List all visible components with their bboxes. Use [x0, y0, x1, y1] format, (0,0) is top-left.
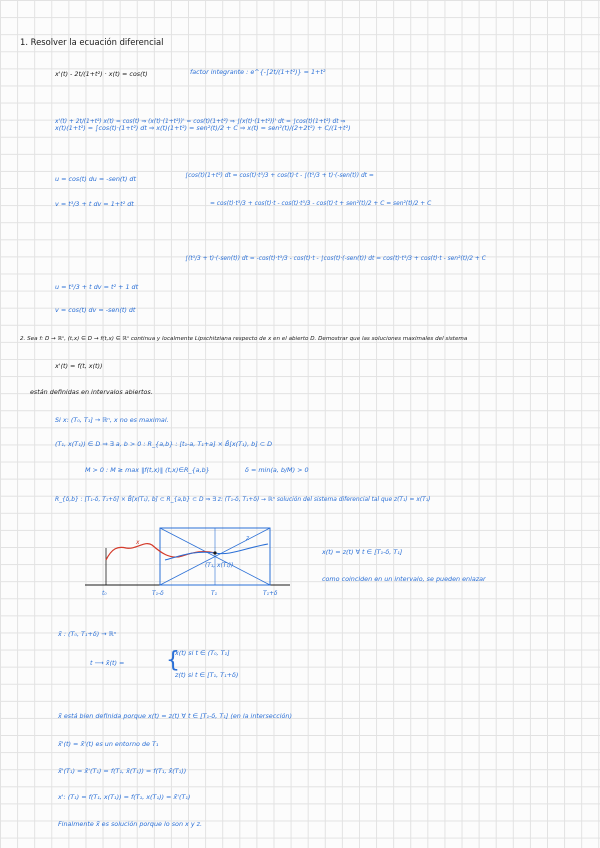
- conclusion-2-case-b: z(t) si t ∈ [T₁, T₁+δ): [175, 671, 239, 679]
- conclusion-1: x̃ : (T₀, T₁+δ) → ℝⁿ: [58, 630, 117, 638]
- sub1-v: v = t³/3 + t dv = 1+t² dt: [55, 200, 134, 208]
- problem1-ode: x'(t) - 2t/(1+t²) · x(t) = cos(t): [55, 70, 148, 78]
- problem2-heading: 2. Sea f: D → ℝⁿ, (t,x) ∈ D → f(t,x) ∈ ℝⁿ continua y localmente Lipschitziana respecto de x en el abierto D. Demostrar que las soluciones maximales del sistema: [20, 336, 468, 342]
- label-t1: T₁: [211, 591, 217, 597]
- figure-note-1: x(t) = z(t) ∀ t ∈ [T₁-δ, T₁]: [322, 548, 403, 556]
- label-point: (T₁, x(T₁)): [205, 563, 234, 569]
- conclusion-3: x̃ está bien definida porque x(t) = z(t) ∀ t ∈ [T₁-δ, T₁] (en la intersección): [58, 712, 292, 720]
- proof-line-1: Si x: (T₀, T₁] → ℝⁿ, x no es maximal.: [55, 416, 169, 424]
- conclusion-6: x': (T₁) = f(T₁, x(T₁)) = f(T₁, x(T₁)) = x̃'(T₁): [58, 793, 191, 801]
- proof-line-4: δ = min(a, b/M) > 0: [245, 466, 309, 474]
- integral1: ∫cos(t)(1+t²) dt = cos(t)·t³/3 + cos(t)·t - ∫(t³/3 + t)·(-sen(t)) dt =: [185, 173, 374, 179]
- conclusion-4: x̃'(t) = x̃'(t) es un entorno de T₁: [58, 740, 159, 748]
- conclusion-7: Finalmente x̃ es solución porque lo son x y z.: [58, 820, 203, 828]
- sub1-u: u = cos(t) du = -sen(t) dt: [55, 175, 136, 183]
- label-t1-plus-delta: T₁+δ: [263, 591, 278, 597]
- integral1b: = cos(t)·t³/3 + cos(t)·t - cos(t)·t³/3 - cos(t)·t + sen²(t)/2 + C = sen²(t)/2 + C: [210, 201, 432, 207]
- proof-line-3: M > 0 : M ≥ max ‖f(t,x)‖ (t,x)∈R_{a,b}: [85, 466, 210, 474]
- problem2-system: x'(t) = f(t, x(t)): [55, 362, 103, 370]
- problem1-heading: 1. Resolver la ecuación diferencial: [20, 37, 164, 47]
- integrating-factor: factor integrante : e^{-∫2t/(1+t²)} = 1+t²: [190, 68, 326, 76]
- brace: {: [166, 648, 180, 673]
- label-t0: t₀: [102, 591, 107, 597]
- point-t1: [213, 551, 216, 554]
- conclusion-2-t: t ⟶ x̃(t) =: [90, 659, 125, 667]
- sub2-u: u = t³/3 + t dv = t² + 1 dt: [55, 283, 139, 291]
- problem2-continuation: están definidas en intervalos abiertos.: [30, 388, 153, 396]
- sub2-v: v = cos(t) dv = -sen(t) dt: [55, 306, 136, 314]
- label-z: z: [246, 536, 250, 542]
- conclusion-2-case-a: x(t) si t ∈ (T₀, T₁]: [175, 649, 230, 657]
- proof-line-2: (T₁, x(T₁)) ∈ D ⇒ ∃ a, b > 0 : R_{a,b} : [t₁-a, T₁+a] × B̄[x(T₁), b] ⊂ D: [55, 440, 273, 448]
- figure-note-2: como coinciden en un intervalo, se pueden enlazar: [322, 575, 486, 583]
- problem1-step2: x'(t) + 2t/(1+t²) x(t) = cos(t) ⇒ (x(t)·(1+t²))' = cos(t)(1+t²) ⇒ ∫(x(t)·(1+t²))' dt = ∫cos(t)(1+t²) dt ⇒: [55, 119, 346, 125]
- label-x: x: [136, 540, 140, 546]
- proof-line-5: R_{δ,b} : [T₁-δ, T₁+δ] × B̄[x(T₁), b] ⊂ R_{a,b} ⊂ D ⇒ ∃ z: (T₁-δ, T₁+δ) → ℝⁿ solución del sistema diferencial tal que z(T₁) = x(T₁): [55, 497, 431, 503]
- conclusion-5: x̃'(T₁) = x̃'(T₁) = f(T₁, x̃(T₁)) = f(T₁, x̃(T₁)): [58, 767, 187, 775]
- label-t1-minus-delta: T₁-δ: [152, 591, 164, 597]
- problem1-step3-line: x(t)(1+t²) = ∫cos(t)·(1+t²) dt ⇒ x(t)(1+t²) = sen²(t)/2 + C ⇒ x(t) = sen²(t)/(2+2t²) + C/(1+t²): [55, 124, 351, 132]
- integral2: ∫(t³/3 + t)·(-sen(t)) dt = -cos(t)·t³/3 - cos(t)·t - ∫cos(t)·(-sen(t)) dt = cos(t)·t³/3 + cos(t)·t - sen²(t)/2 + C: [185, 256, 486, 262]
